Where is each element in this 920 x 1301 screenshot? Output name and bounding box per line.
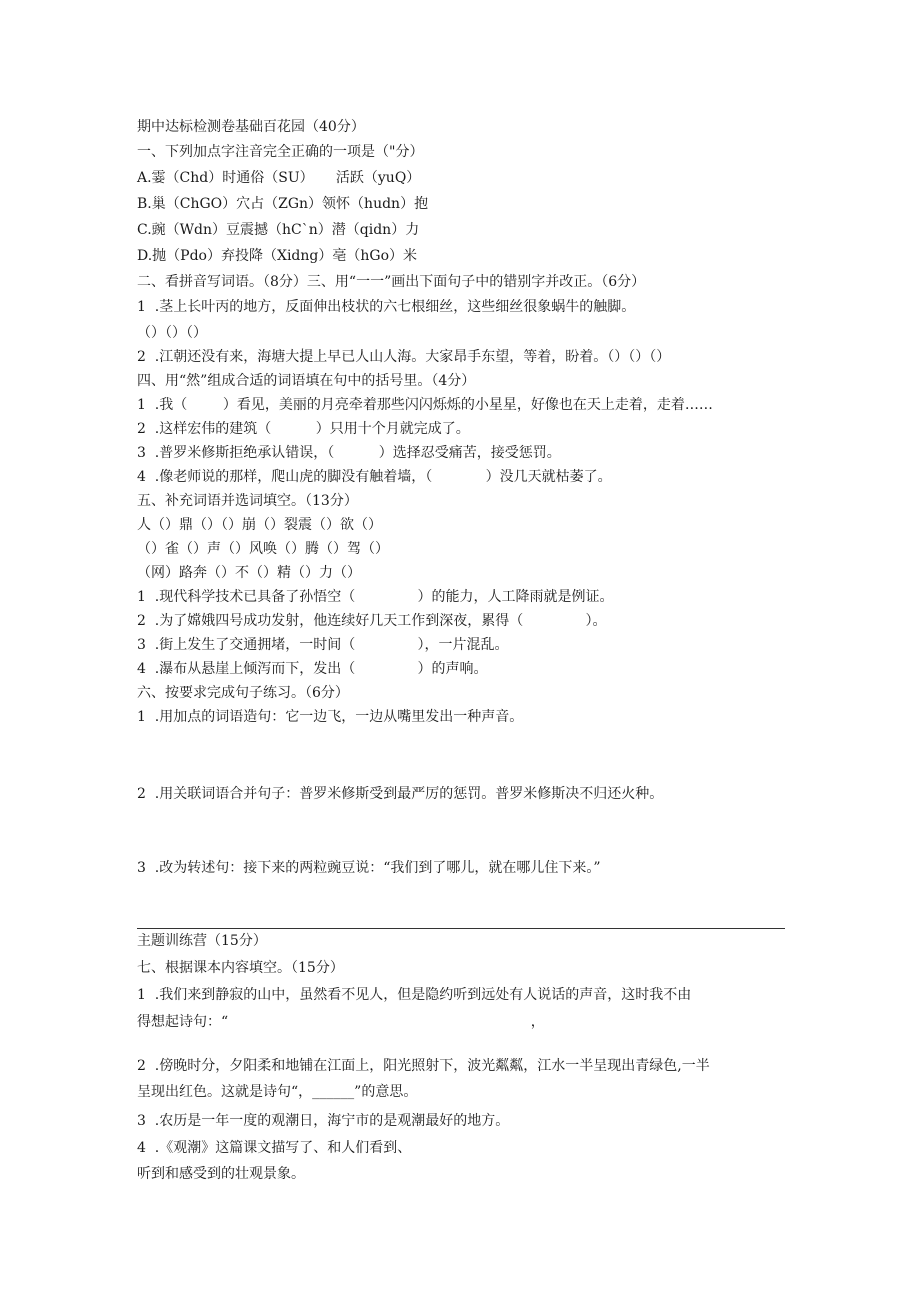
word-fill-row: 人（）鼎（）（）崩（）裂震（）欲（）	[137, 517, 382, 533]
question-line: 1 .我们来到静寂的山中，虽然看不见人，但是隐约听到远处有人说话的声音，这时我不由	[137, 987, 692, 1003]
question-line: 1 .茎上长叶丙的地方，反面伸出枝状的六七根细丝，这些细丝很象蜗牛的触脚。	[137, 299, 636, 315]
question-line: 得想起诗句：“ ，	[137, 1014, 545, 1030]
question-line: 4 .瀑布从悬崖上倾泻而下，发出（ ）的声响。	[137, 661, 488, 677]
section-4-heading: 四、用“然”组成合适的词语填在句中的括号里。（4分）	[137, 373, 476, 389]
question-line: 2 .江朝还没有来，海塘大提上早已人山人海。大家昂手东望，等着，盼着。（）（）（）	[137, 349, 671, 365]
exam-title: 期中达标检测卷基础百花园（40分）	[137, 119, 365, 135]
question-line: 2 .用关联词语合并句子：普罗米修斯受到最严厉的惩罚。普罗米修斯决不归还火种。	[137, 786, 664, 802]
answer-blanks: （）（）（）	[137, 325, 207, 341]
question-line: 3 .街上发生了交通拥堵，一时间（ ），一片混乱。	[137, 637, 509, 653]
question-line: 4 .像老师说的那样，爬山虎的脚没有触着墙，（ ）没几天就枯萎了。	[137, 469, 612, 485]
question-line: 2 .为了嫦娥四号成功发射，他连续好几天工作到深夜，累得（ ）。	[137, 613, 607, 629]
option-c: C.豌（Wdn）豆震撼（hCˋn）潜（qidn）力	[137, 222, 420, 238]
section-1-heading: 一、下列加点字注音完全正确的一项是（"分）	[137, 144, 424, 160]
section-6-heading: 六、按要求完成句子练习。（6分）	[137, 685, 349, 701]
option-b: B.巢（ChGO）穴占（ZGn）领怀（hudn）抱	[137, 196, 429, 212]
question-line: 3 .改为转述句：接下来的两粒豌豆说：“我们到了哪儿，就在哪儿住下来。”	[137, 860, 601, 876]
question-line: 3 .普罗米修斯拒绝承认错误，（ ）选择忍受痛苦，接受惩罚。	[137, 445, 561, 461]
section-7-heading: 七、根据课本内容填空。（15分）	[137, 960, 344, 976]
question-line: 3 .农历是一年一度的观潮日，海宁市的是观潮最好的地方。	[137, 1113, 510, 1129]
word-fill-row: （网）路奔（）不（）精（）力（）	[137, 565, 361, 581]
word-fill-row: （）雀（）声（）风唤（）腾（）驾（）	[137, 541, 389, 557]
option-d: D.抛（Pdo）弃投降（Xidng）亳（hGo）米	[137, 248, 417, 264]
divider	[137, 928, 785, 929]
question-line: 1 .我（ ）看见，美丽的月亮牵着那些闪闪烁烁的小星星，好像也在天上走着，走着……	[137, 397, 713, 413]
section-title: 主题训练营（15分）	[137, 933, 267, 949]
question-line: 2 .傍晚时分，夕阳柔和地铺在江面上，阳光照射下，波光粼粼，江水一半呈现出青绿色,一半	[137, 1058, 710, 1074]
question-line: 呈现出红色。这就是诗句“，______”的意思。	[137, 1084, 418, 1100]
question-line: 2 .这样宏伟的建筑（ ）只用十个月就完成了。	[137, 421, 470, 437]
section-5-heading: 五、补充词语并选词填空。（13分）	[137, 493, 358, 509]
question-line: 4 .《观潮》这篇课文描写了、和人们看到、	[137, 1140, 412, 1156]
question-line: 1 .用加点的词语造句：它一边飞，一边从嘴里发出一种声音。	[137, 709, 524, 725]
question-line: 1 .现代科学技术已具备了孙悟空（ ）的能力，人工降雨就是例证。	[137, 589, 614, 605]
section-2-3-heading: 二、看拼音写词语。（8分）三、用“一一”画出下面句子中的错别字并改正。（6分）	[137, 274, 646, 290]
question-line: 听到和感受到的壮观景象。	[137, 1166, 305, 1182]
option-a: A.霎（Chd）时通俗（SU） 活跃（yuQ）	[137, 170, 421, 186]
